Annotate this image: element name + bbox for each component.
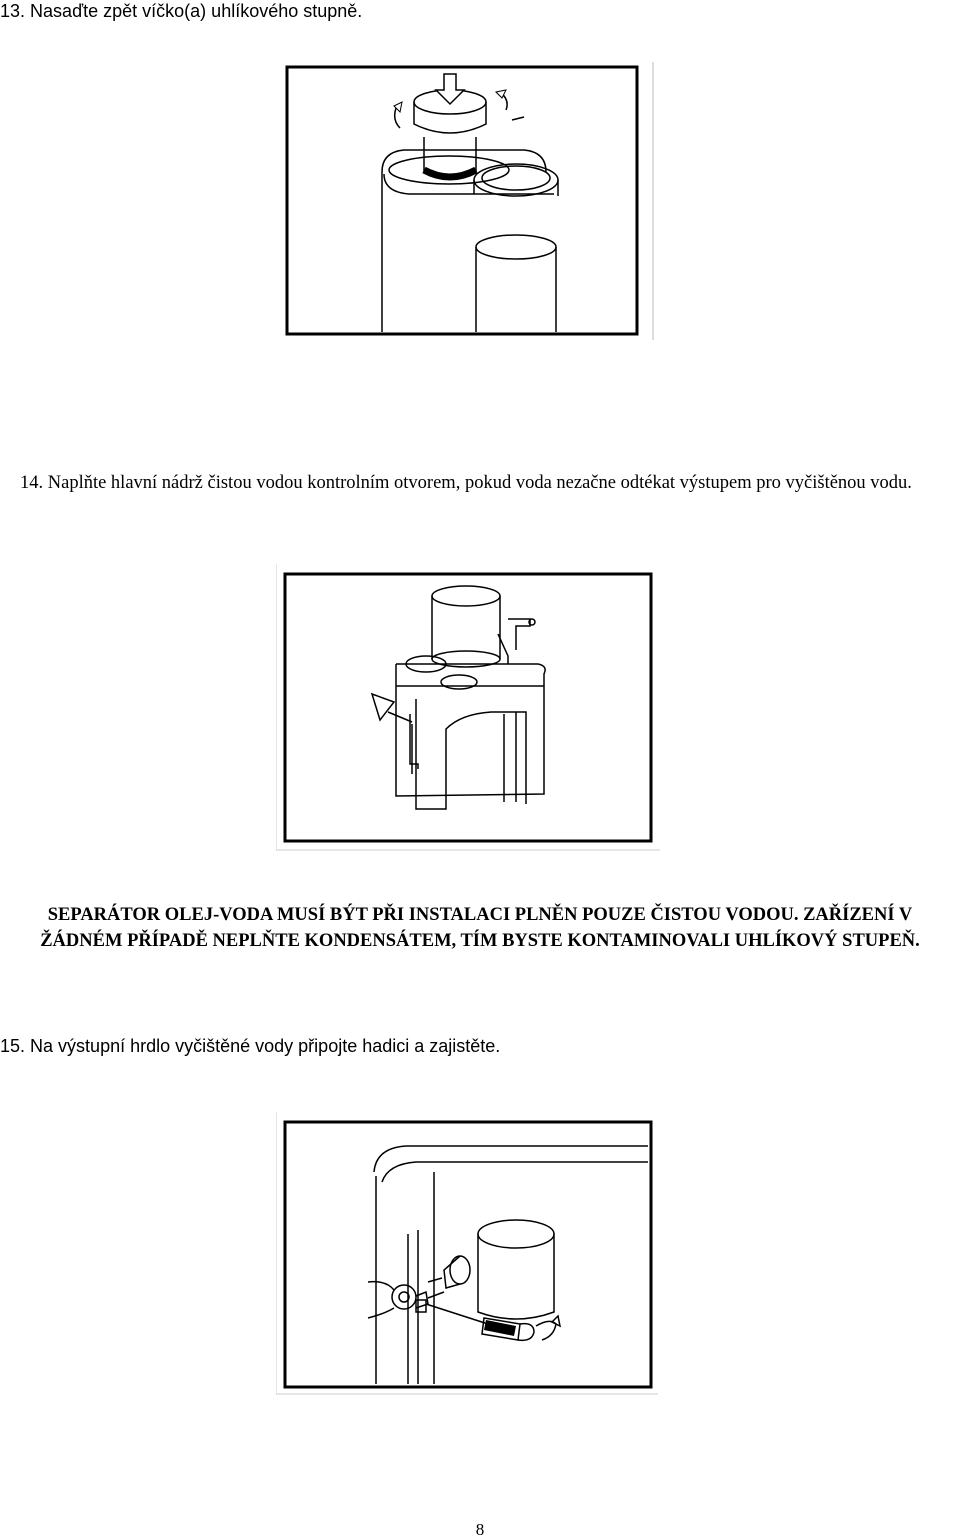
step-15-text: Na výstupní hrdlo vyčištěné vody připojte hadici a zajistěte.: [30, 1036, 501, 1056]
step-13-text: Nasaďte zpět víčko(a) uhlíkového stupně.: [30, 1, 363, 21]
warning-notice: SEPARÁTOR OLEJ-VODA MUSÍ BÝT PŘI INSTALACI PLNĚN POUZE ČISTOU VODOU. ZAŘÍZENÍ V ŽÁDNÉM PŘÍPADĚ NEPLŇTE KONDENSÁTEM, TÍM BYSTE KONTAMINOVALI UHLÍKOVÝ STUPEŇ.: [40, 905, 920, 951]
hose-connection-illustration: [276, 1112, 662, 1396]
figure-cap-replacement: [284, 62, 658, 342]
figure-hose-connection: [276, 1112, 662, 1396]
step-14-text: Naplňte hlavní nádrž čistou vodou kontrolním otvorem, pokud voda nezačne odtékat výstupem pro vyčištěnou vodu.: [47, 473, 912, 493]
step-13-number: 13.: [0, 1, 26, 21]
step-15: [0, 1035, 500, 1057]
step-13: [0, 0, 362, 22]
page-number: 8: [475, 1520, 485, 1539]
step-14: [20, 471, 950, 495]
step-14-number: 14.: [20, 473, 44, 493]
tank-filling-illustration: [276, 564, 662, 852]
cap-replacement-illustration: [284, 62, 658, 342]
step-15-number: 15.: [0, 1036, 26, 1056]
figure-tank-filling: [276, 564, 662, 852]
